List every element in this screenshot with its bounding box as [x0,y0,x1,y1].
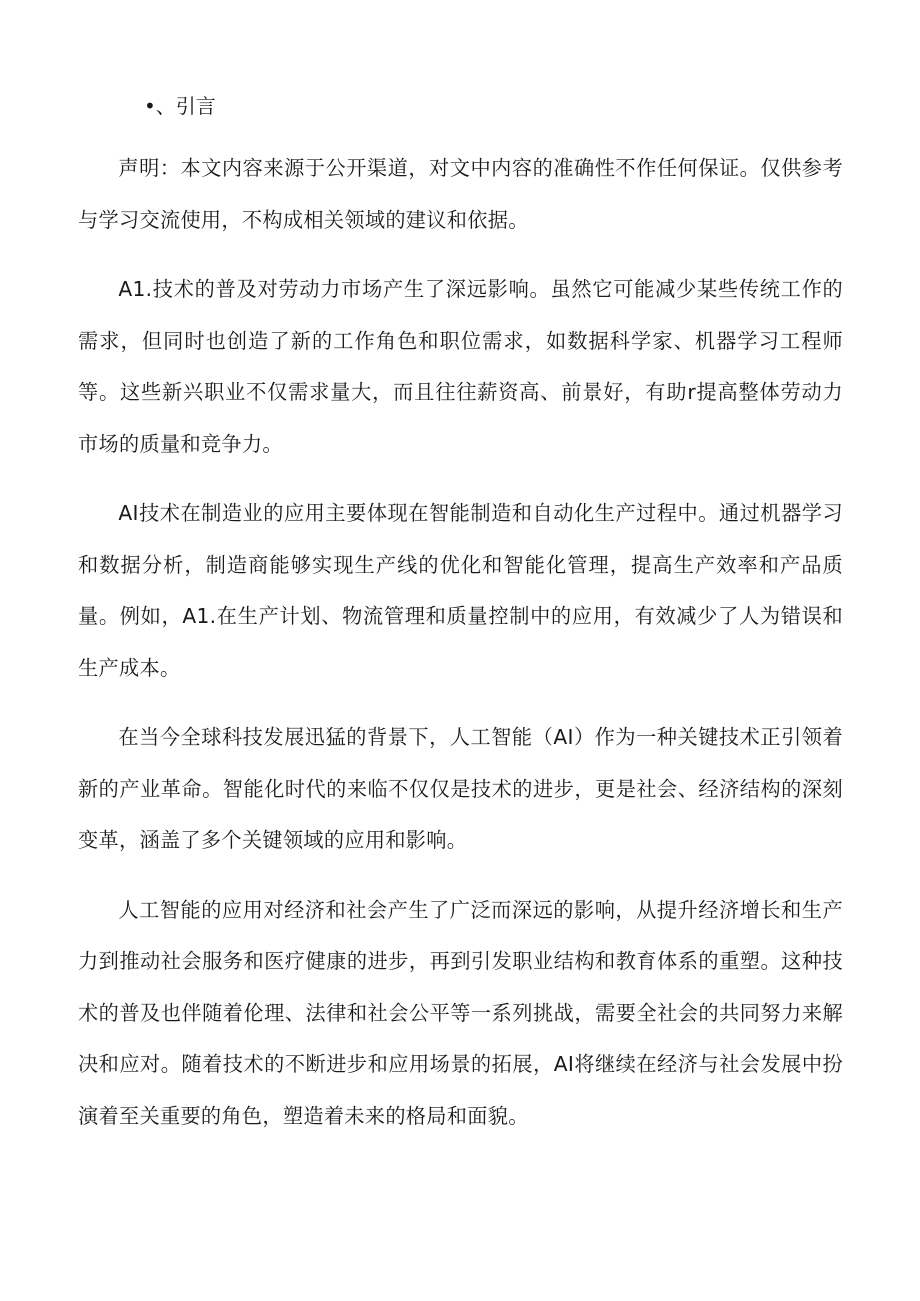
document-body [78,88,843,1142]
paragraph-disclaimer: 声明：本文内容来源于公开渠道，对文中内容的准确性不作任何保证。仅供参考与学习交流使用，不构成相关领域的建议和依据。 [78,156,843,232]
paragraph-economic-impact: 人工智能的应用对经济和社会产生了广泛而深远的影响，从提升经济增长和生产力到推动社会服务和医疗健康的进步，再到引发职业结构和教育体系的重塑。这种技术的普及也伴随着伦理、法律和社会公平等一系列挑战，需要全社会的共同努力来解决和应对。随着技术的不断进步和应用场景的拓展，AI将继续在经济与社会发展中扮演着至关重要的角色，塑造着未来的格局和面貌。 [78,897,843,1128]
section-heading: •、引言 [144,94,216,118]
paragraph-manufacturing: AI技术在制造业的应用主要体现在智能制造和自动化生产过程中。通过机器学习和数据分析，制造商能够实现生产线的优化和智能化管理，提高生产效率和产品质量。例如，A1.在生产计划、物流管理和质量控制中的应用，有效减少了人为错误和生产成本。 [78,501,843,680]
paragraph-industrial-revolution: 在当今全球科技发展迅猛的背景下，人工智能（AI）作为一种关键技术正引领着新的产业革命。智能化时代的来临不仅仅是技术的进步，更是社会、经济结构的深刻变革，涵盖了多个关键领域的应用和影响。 [78,725,843,852]
paragraph-labor-market: A1.技术的普及对劳动力市场产生了深远影响。虽然它可能减少某些传统工作的需求，但同时也创造了新的工作角色和职位需求，如数据科学家、机器学习工程师等。这些新兴职业不仅需求量大，而且往往薪资高、前景好，有助r提高整体劳动力市场的质量和竞争力。 [78,277,843,456]
